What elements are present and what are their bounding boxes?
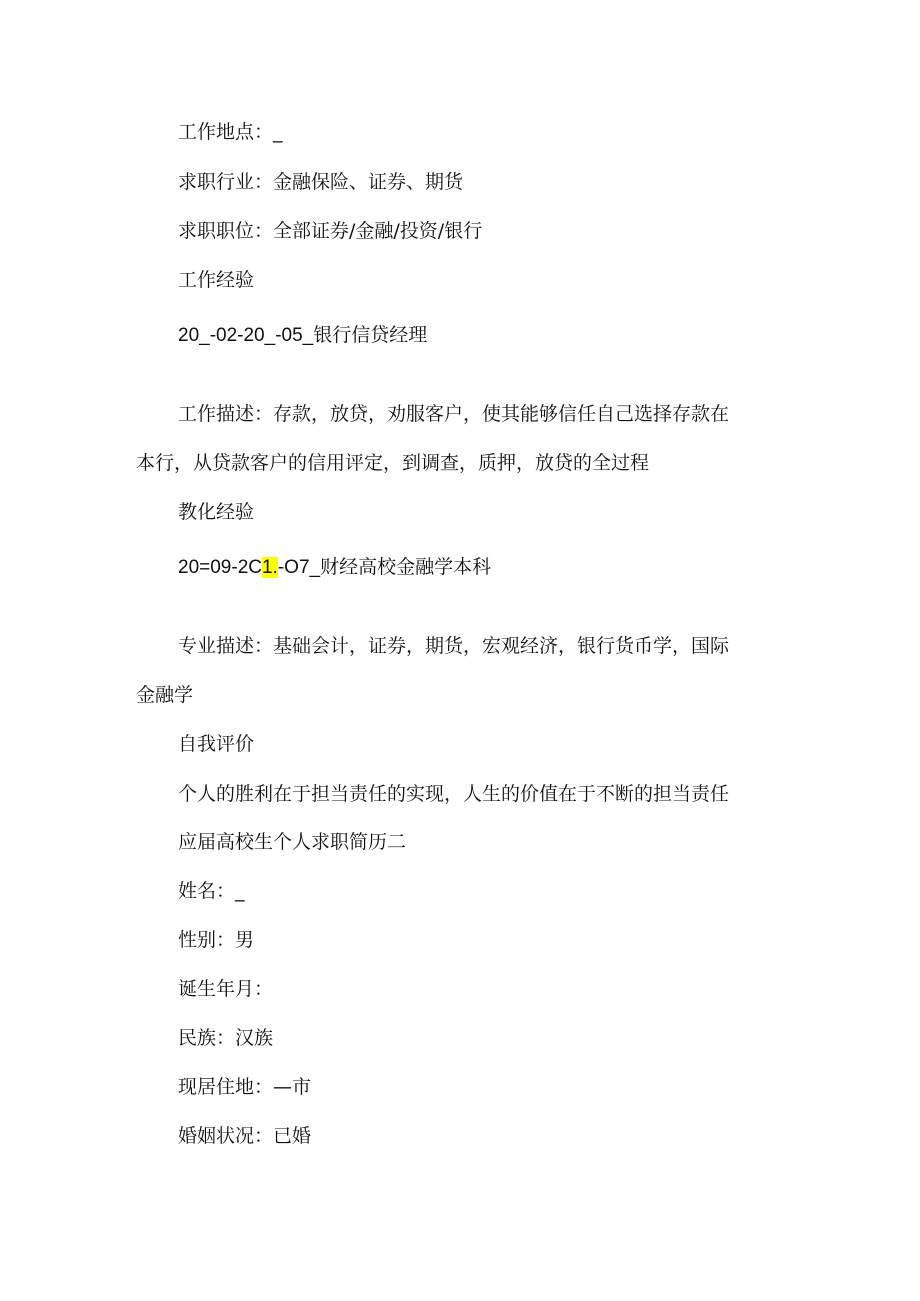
education-entry-prefix: 20=09-2C [178,557,262,578]
education-entry [178,556,491,580]
marital-status-field: 婚姻状况：已婚 [178,1125,312,1147]
work-experience-heading: 工作经验 [178,269,255,291]
work-location: 工作地点：_ [178,121,283,143]
job-industry: 求职行业：金融保险、证券、期货 [178,171,464,193]
residence-field: 现居住地：—市 [178,1076,312,1098]
gender-field: 性别：男 [178,929,255,951]
resume2-title: 应届高校生个人求职简历二 [178,831,407,853]
work-description-line2: 本行，从贷款客户的信用评定，到调查，质押，放贷的全过程 [136,452,650,474]
name-field: 姓名：_ [178,880,245,902]
work-description-line1: 工作描述：存款，放贷，劝服客户，使其能够信任自己选择存款在 [178,403,730,425]
ethnicity-field: 民族：汉族 [178,1027,274,1049]
education-entry-highlight: 1. [261,557,278,578]
major-description-line1: 专业描述：基础会计，证券，期货，宏观经济，银行货币学，国际 [178,635,730,657]
education-heading: 教化经验 [178,501,255,523]
self-evaluation-text: 个人的胜利在于担当责任的实现，人生的价值在于不断的担当责任 [178,783,730,805]
birth-field: 诞生年月： [178,978,274,1000]
self-evaluation-heading: 自我评价 [178,733,255,755]
work-experience-entry: 20_-02-20_-05_银行信贷经理 [178,325,428,346]
major-description-line2: 金融学 [136,684,194,706]
job-position: 求职职位：全部证券/金融/投资/银行 [178,220,483,242]
education-entry-suffix: -O7_财经高校金融学本科 [277,557,492,578]
